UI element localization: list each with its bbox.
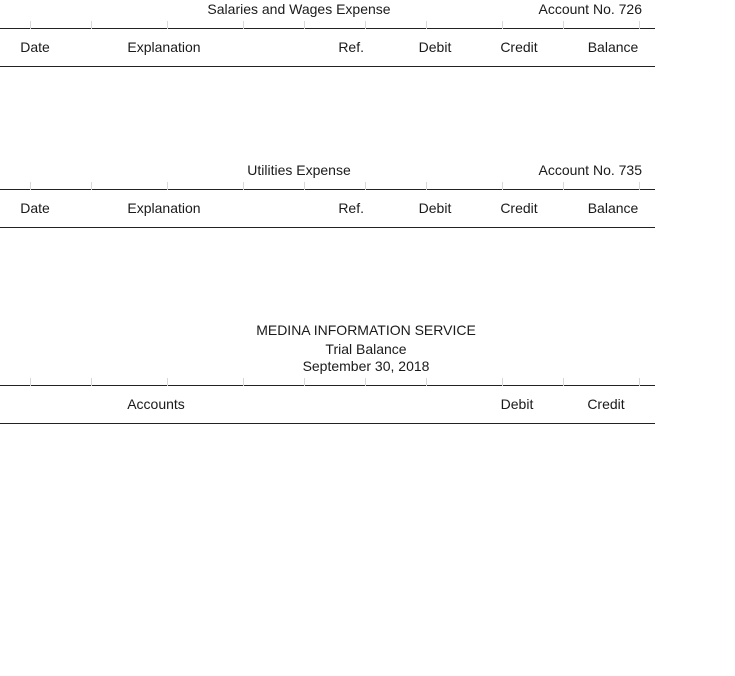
column-header-explanation: Explanation [127,39,201,55]
column-divider [639,21,640,29]
column-header-credit: Credit [587,396,625,412]
header-top-rule [0,28,655,29]
column-header-debit: Debit [418,39,452,55]
column-divider [30,182,31,190]
column-header-date: Date [20,200,50,216]
column-divider [304,378,305,386]
column-divider [502,378,503,386]
header-bottom-rule [0,227,655,228]
column-header-ref: Ref. [338,200,364,216]
account-name: Salaries and Wages Expense [207,1,391,17]
column-divider [426,21,427,29]
column-divider [243,378,244,386]
column-divider [91,21,92,29]
statement-title: Trial Balance [325,341,407,357]
account-number: Account No. 726 [538,1,642,17]
column-header-date: Date [20,39,50,55]
company-name: MEDINA INFORMATION SERVICE [256,322,476,338]
column-divider [167,378,168,386]
column-divider [30,378,31,386]
column-divider [365,378,366,386]
column-divider [167,21,168,29]
column-divider [365,182,366,190]
statement-date: September 30, 2018 [302,358,430,374]
column-divider [243,182,244,190]
column-header-debit: Debit [418,200,452,216]
column-divider [167,182,168,190]
column-header-accounts: Accounts [127,396,185,412]
column-divider [639,182,640,190]
header-bottom-rule [0,66,655,67]
header-bottom-rule [0,423,655,424]
column-divider [563,21,564,29]
column-divider [243,21,244,29]
column-divider [502,21,503,29]
header-top-rule [0,189,655,190]
header-top-rule [0,385,655,386]
column-header-debit: Debit [500,396,534,412]
column-header-credit: Credit [500,39,538,55]
column-divider [304,21,305,29]
column-header-balance: Balance [587,39,639,55]
column-divider [426,182,427,190]
column-divider [639,378,640,386]
column-header-balance: Balance [587,200,639,216]
column-header-ref: Ref. [338,39,364,55]
column-divider [30,21,31,29]
column-divider [426,378,427,386]
account-name: Utilities Expense [247,162,351,178]
account-number: Account No. 735 [538,162,642,178]
column-header-explanation: Explanation [127,200,201,216]
column-divider [304,182,305,190]
column-divider [365,21,366,29]
column-divider [91,378,92,386]
column-header-credit: Credit [500,200,538,216]
column-divider [91,182,92,190]
column-divider [502,182,503,190]
column-divider [563,182,564,190]
column-divider [563,378,564,386]
